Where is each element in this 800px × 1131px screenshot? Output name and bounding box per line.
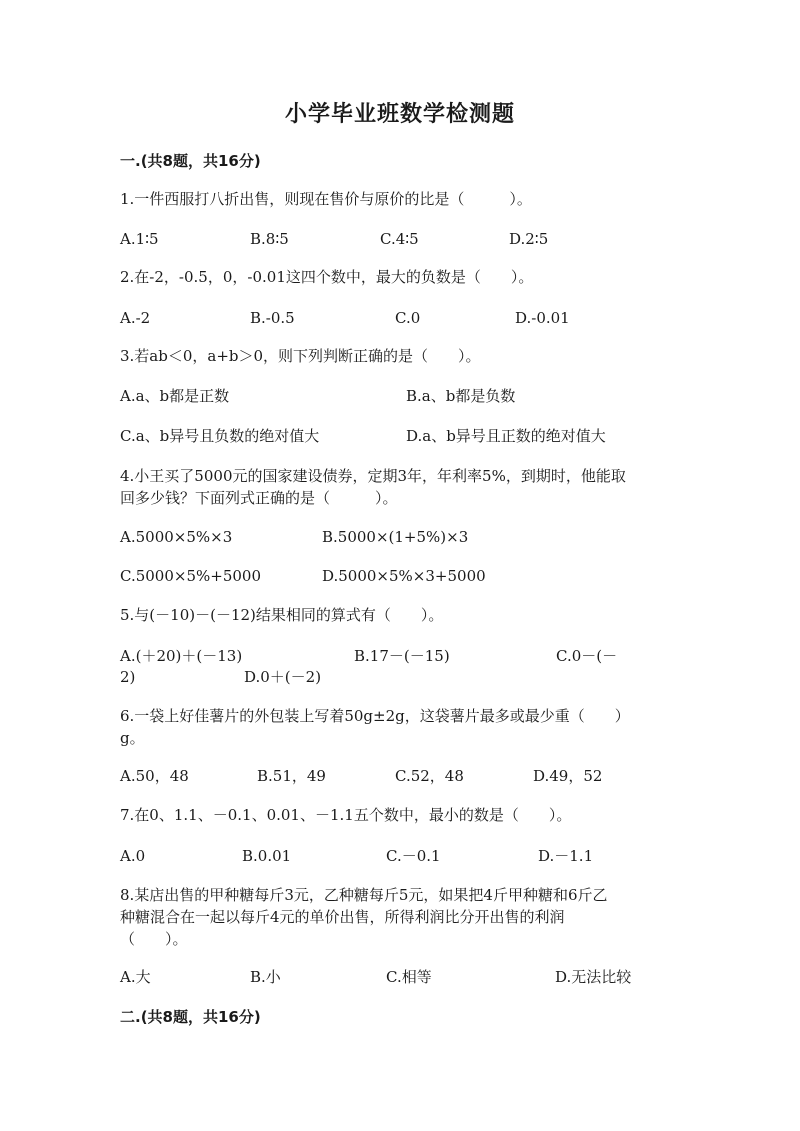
question-3-option-d: D.a、b异号且正数的绝对值大	[406, 427, 606, 445]
question-4-stem-line-2: 回多少钱？下面列式正确的是（ ）。	[120, 489, 398, 507]
question-1-option-a: A.1∶5	[120, 230, 159, 248]
question-8-stem-line-3: （ ）。	[120, 930, 188, 948]
question-3-stem: 3.若ab＜0，a+b＞0，则下列判断正确的是（ ）。	[120, 347, 481, 365]
question-5-stem: 5.与(－10)－(－12)结果相同的算式有（ ）。	[120, 606, 444, 624]
question-6-option-c: C.52，48	[395, 767, 464, 785]
question-4-option-a: A.5000×5%×3	[120, 528, 233, 546]
question-4-option-c: C.5000×5%+5000	[120, 567, 261, 585]
question-6-option-a: A.50，48	[120, 767, 189, 785]
question-1-option-b: B.8∶5	[250, 230, 289, 248]
question-4-option-d: D.5000×5%×3+5000	[322, 567, 486, 585]
question-8-stem-line-1: 8.某店出售的甲种糖每斤3元，乙种糖每斤5元，如果把4斤甲种糖和6斤乙	[120, 886, 608, 904]
question-5-option-d: D.0＋(－2)	[244, 668, 322, 686]
question-4-stem-line-1: 4.小王买了5000元的国家建设债券，定期3年，年利率5%，到期时，他能取	[120, 467, 626, 485]
question-3-option-a: A.a、b都是正数	[120, 387, 230, 405]
question-8-option-d: D.无法比较	[555, 968, 632, 986]
question-2-option-d: D.-0.01	[515, 309, 570, 327]
question-1-option-c: C.4∶5	[380, 230, 419, 248]
question-6-stem-line-2: g。	[120, 729, 145, 747]
question-5-option-c: C.0－(－	[556, 647, 618, 665]
question-7-option-d: D.－1.1	[538, 847, 594, 865]
question-6-stem-line-1: 6.一袋上好佳薯片的外包装上写着50g±2g，这袋薯片最多或最少重（ ）	[120, 707, 630, 725]
question-1-stem: 1.一件西服打八折出售，则现在售价与原价的比是（ ）。	[120, 190, 532, 208]
question-4-option-b: B.5000×(1+5%)×3	[322, 528, 469, 546]
question-2-stem: 2.在-2，-0.5，0，-0.01这四个数中，最大的负数是（ ）。	[120, 268, 534, 286]
question-8-option-c: C.相等	[386, 968, 432, 986]
question-5-option-c-continued: 2)	[120, 668, 136, 686]
question-7-option-a: A.0	[120, 847, 146, 865]
question-3-option-b: B.a、b都是负数	[406, 387, 516, 405]
question-7-option-c: C.－0.1	[386, 847, 441, 865]
question-3-option-c: C.a、b异号且负数的绝对值大	[120, 427, 320, 445]
question-5-option-b: B.17－(－15)	[354, 647, 450, 665]
question-8-option-a: A.大	[120, 968, 151, 986]
page-title: 小学毕业班数学检测题	[284, 101, 515, 127]
question-8-option-b: B.小	[250, 968, 281, 986]
question-2-option-a: A.-2	[120, 309, 151, 327]
section-heading-1: 一.(共8题，共16分)	[120, 152, 261, 170]
question-2-option-b: B.-0.5	[250, 309, 295, 327]
question-1-option-d: D.2∶5	[509, 230, 549, 248]
section-heading-2: 二.(共8题，共16分)	[120, 1008, 261, 1026]
question-2-option-c: C.0	[395, 309, 421, 327]
question-5-option-a: A.(＋20)＋(－13)	[120, 647, 243, 665]
question-6-option-d: D.49，52	[533, 767, 603, 785]
question-6-option-b: B.51，49	[257, 767, 326, 785]
question-8-stem-line-2: 种糖混合在一起以每斤4元的单价出售，所得利润比分开出售的利润	[120, 908, 565, 926]
question-7-stem: 7.在0、1.1、－0.1、0.01、－1.1五个数中，最小的数是（ ）。	[120, 806, 572, 824]
question-7-option-b: B.0.01	[242, 847, 292, 865]
